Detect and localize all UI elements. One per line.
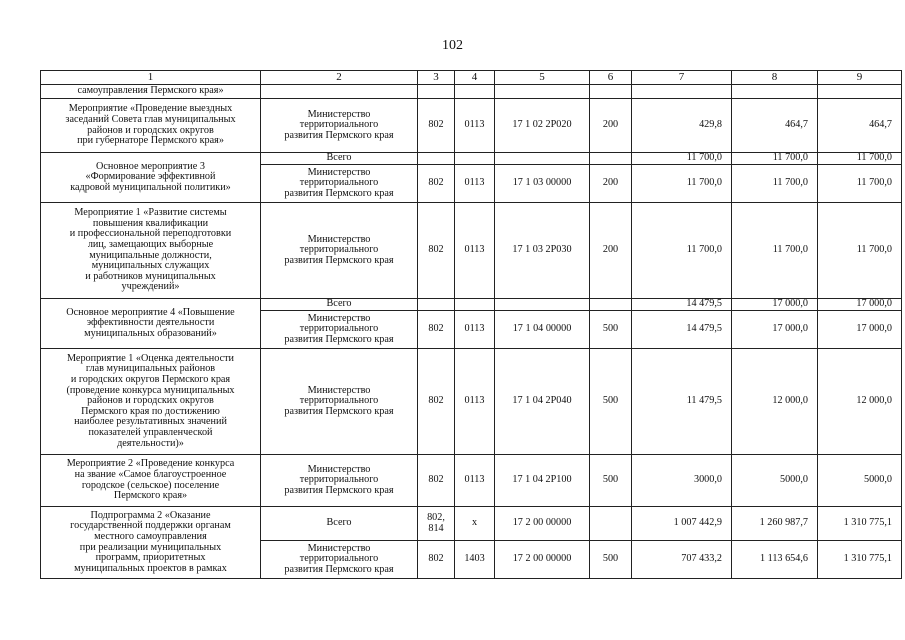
cell-section: 0113 <box>455 165 495 203</box>
table-row <box>41 455 902 507</box>
cell-grbs: 802 <box>418 455 455 507</box>
cell-amount: 11 700,0 <box>632 165 732 203</box>
cell-target: 17 2 00 00000 <box>495 541 590 579</box>
cell-amount: 707 433,2 <box>632 541 732 579</box>
table-row <box>41 203 902 299</box>
cell-amount: 14 479,5 <box>632 299 732 311</box>
cell-grbs: 802 <box>418 99 455 153</box>
cell-amount: 11 700,0 <box>632 153 732 165</box>
cell-grbs: 802, 814 <box>418 507 455 541</box>
col-header: 7 <box>632 71 732 85</box>
cell-grbs: 802 <box>418 165 455 203</box>
cell-amount: 17 000,0 <box>732 311 818 349</box>
cell-target: 17 1 02 2Р020 <box>495 99 590 153</box>
header-row <box>41 71 902 85</box>
cell-amount: 464,7 <box>818 99 902 153</box>
table-row-total <box>41 507 902 541</box>
cell-section: 0113 <box>455 99 495 153</box>
table-row <box>41 99 902 153</box>
col-header: 9 <box>818 71 902 85</box>
cell-amount: 1 310 775,1 <box>818 541 902 579</box>
cell-grbs: 802 <box>418 311 455 349</box>
program-name: Основное мероприятие 4 «Повышение эффективности деятельности муниципальных образований» <box>41 299 261 349</box>
cell-grbs: 802 <box>418 541 455 579</box>
cell-target: 17 2 00 00000 <box>495 507 590 541</box>
cell-amount: 5000,0 <box>818 455 902 507</box>
cell-target: 17 1 04 2Р040 <box>495 349 590 455</box>
col-header: 4 <box>455 71 495 85</box>
cell-section: 0113 <box>455 203 495 299</box>
col-header: 5 <box>495 71 590 85</box>
cell-section: 0113 <box>455 349 495 455</box>
table-row <box>41 349 902 455</box>
page-number: 102 <box>442 38 463 53</box>
cell-amount: 429,8 <box>632 99 732 153</box>
col-header: 6 <box>590 71 632 85</box>
col-header: 1 <box>41 71 261 85</box>
executor: Министерство территориального развития Пермского края <box>261 349 418 455</box>
cell-amount: 11 700,0 <box>732 153 818 165</box>
cell-type: 200 <box>590 165 632 203</box>
executor: Министерство территориального развития Пермского края <box>261 311 418 349</box>
cell-amount: 12 000,0 <box>818 349 902 455</box>
cell-amount: 3000,0 <box>632 455 732 507</box>
cell-target: 17 1 04 2Р100 <box>495 455 590 507</box>
table-row-total <box>41 153 902 165</box>
executor: Министерство территориального развития Пермского края <box>261 541 418 579</box>
cell-type: 500 <box>590 541 632 579</box>
program-name: Основное мероприятие 3 «Формирование эффективной кадровой муниципальной политики» <box>41 153 261 203</box>
total-label: Всего <box>261 153 418 165</box>
cell-amount: 17 000,0 <box>818 311 902 349</box>
table-row <box>41 85 902 99</box>
cell-amount: 11 700,0 <box>818 153 902 165</box>
cell-amount: 11 700,0 <box>818 165 902 203</box>
executor: Министерство территориального развития Пермского края <box>261 203 418 299</box>
cell-target: 17 1 03 2Р030 <box>495 203 590 299</box>
program-name: Мероприятие 2 «Проведение конкурса на звание «Самое благоустроенное городское (сельское) поселение Пермского края» <box>41 455 261 507</box>
col-header: 3 <box>418 71 455 85</box>
table-row-total <box>41 299 902 311</box>
cell-section: 1403 <box>455 541 495 579</box>
program-name: Мероприятие 1 «Оценка деятельности глав муниципальных районов и городских округов Пермского края (проведение конкурса муниципальных районов и городских округов Пермского края по достижению наиболее результативных значений показателей управленческой деятельности)» <box>41 349 261 455</box>
cell-amount: 17 000,0 <box>818 299 902 311</box>
program-name: Мероприятие 1 «Развитие системы повышения квалификации и профессиональной переподготовки лиц, замещающих выборные муниципальные должности, муниципальных служащих и работников муниципальных учреждений» <box>41 203 261 299</box>
cell-type: 500 <box>590 455 632 507</box>
col-header: 2 <box>261 71 418 85</box>
cell-amount: 1 260 987,7 <box>732 507 818 541</box>
cell-target: 17 1 04 00000 <box>495 311 590 349</box>
cell-target: 17 1 03 00000 <box>495 165 590 203</box>
total-label: Всего <box>261 507 418 541</box>
budget-table <box>40 70 902 579</box>
cell-type: 500 <box>590 311 632 349</box>
cell-amount: 12 000,0 <box>732 349 818 455</box>
cell-amount: 11 700,0 <box>732 203 818 299</box>
cell-amount: 1 113 654,6 <box>732 541 818 579</box>
cell-section: 0113 <box>455 311 495 349</box>
cell-amount: 5000,0 <box>732 455 818 507</box>
total-label: Всего <box>261 299 418 311</box>
cell-amount: 11 700,0 <box>818 203 902 299</box>
cell-amount: 1 007 442,9 <box>632 507 732 541</box>
program-name: самоуправления Пермского края» <box>41 85 261 99</box>
cell-amount: 464,7 <box>732 99 818 153</box>
program-name: Подпрограмма 2 «Оказание государственной поддержки органам местного самоуправления при реализации муниципальных программ, приоритетных муниципальных проектов в рамках <box>41 507 261 579</box>
cell-amount: 17 000,0 <box>732 299 818 311</box>
cell-type: 500 <box>590 349 632 455</box>
cell-section: 0113 <box>455 455 495 507</box>
executor: Министерство территориального развития Пермского края <box>261 165 418 203</box>
cell-grbs: 802 <box>418 203 455 299</box>
cell-amount: 1 310 775,1 <box>818 507 902 541</box>
cell-type: 200 <box>590 99 632 153</box>
program-name: Мероприятие «Проведение выездных заседаний Совета глав муниципальных районов и городских округов при губернаторе Пермского края» <box>41 99 261 153</box>
col-header: 8 <box>732 71 818 85</box>
cell-amount: 14 479,5 <box>632 311 732 349</box>
executor: Министерство территориального развития Пермского края <box>261 455 418 507</box>
cell-amount: 11 479,5 <box>632 349 732 455</box>
executor: Министерство территориального развития Пермского края <box>261 99 418 153</box>
cell-section: х <box>455 507 495 541</box>
cell-amount: 11 700,0 <box>632 203 732 299</box>
cell-type: 200 <box>590 203 632 299</box>
cell-amount: 11 700,0 <box>732 165 818 203</box>
cell-grbs: 802 <box>418 349 455 455</box>
